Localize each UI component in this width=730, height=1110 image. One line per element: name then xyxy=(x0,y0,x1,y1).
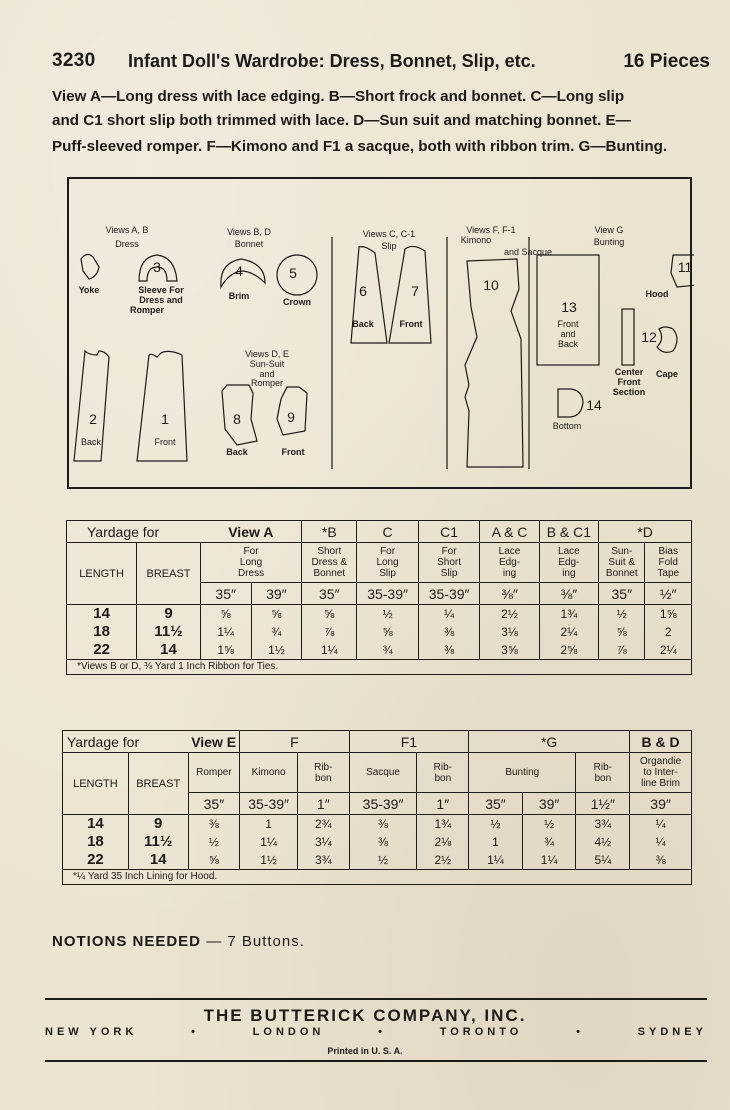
yardage-cell: ⅞ xyxy=(599,641,645,660)
piece-number: 3 xyxy=(153,259,161,275)
view-description-line: and C1 short slip both trimmed with lace. D—Sun suit and matching bonnet. E— xyxy=(52,112,631,129)
yardage-table-2 xyxy=(62,730,692,885)
piece-number: 2 xyxy=(89,411,97,427)
yardage-cell: ¼ xyxy=(630,815,692,834)
label-bunting-front: Front xyxy=(557,319,579,329)
breast-value: 9 xyxy=(137,605,201,624)
fabric-width: ⅜″ xyxy=(539,583,598,605)
yardage-cell: ⅝ xyxy=(200,605,251,624)
label-bottom: Bottom xyxy=(552,421,582,431)
fabric-width: 39″ xyxy=(522,793,576,815)
column-subheader: For Long Slip xyxy=(357,543,419,583)
breast-value: 11½ xyxy=(137,623,201,641)
yardage-cell: 1¼ xyxy=(469,851,523,870)
yardage-cell: 1¼ xyxy=(522,851,576,870)
fabric-width: ½″ xyxy=(645,583,692,605)
yardage-cell: ⅜ xyxy=(349,833,417,851)
piece-number: 8 xyxy=(233,411,241,427)
city: LONDON xyxy=(252,1026,325,1038)
fabric-width: 35-39″ xyxy=(418,583,480,605)
fabric-width: 35-39″ xyxy=(240,793,298,815)
column-group-header: *B xyxy=(302,521,357,543)
length-header: LENGTH xyxy=(63,753,129,815)
column-group-header: C xyxy=(357,521,419,543)
yardage-cell: ⅝ xyxy=(599,623,645,641)
company-cities xyxy=(45,1026,707,1038)
yardage-cell: 1¾ xyxy=(539,605,598,624)
label-center-front-section: Section xyxy=(612,387,646,397)
breast-value: 14 xyxy=(137,641,201,660)
piece-number: 13 xyxy=(561,299,577,315)
piece-number: 11 xyxy=(677,259,693,275)
pieces-count: 16 Pieces xyxy=(623,51,710,72)
yardage-cell: ⅜ xyxy=(418,623,480,641)
fabric-width: 39″ xyxy=(251,583,302,605)
label-yoke: Yoke xyxy=(78,285,100,295)
yardage-cell: 1 xyxy=(469,833,523,851)
column-subheader: Short Dress & Bonnet xyxy=(302,543,357,583)
yardage-cell: ½ xyxy=(599,605,645,624)
column-group-header: *D xyxy=(599,521,692,543)
fabric-width: 35″ xyxy=(200,583,251,605)
yardage-cell: ½ xyxy=(188,833,240,851)
table-row xyxy=(67,605,692,624)
label-center-front-section: Front xyxy=(617,377,641,387)
yardage-cell: ⅜ xyxy=(418,641,480,660)
yardage-cell: 2¼ xyxy=(539,623,598,641)
notions-text: — 7 Buttons. xyxy=(206,933,305,950)
yardage-cell: ⅝ xyxy=(357,623,419,641)
group-sub-bonnet: Bonnet xyxy=(234,239,264,249)
piece-number: 4 xyxy=(235,263,243,279)
yardage-cell: ¾ xyxy=(251,623,302,641)
column-subheader: Organdie to Inter- line Brim xyxy=(630,753,692,793)
yardage-cell: ⅝ xyxy=(251,605,302,624)
label-sleeve-line: Sleeve For xyxy=(138,285,184,295)
yardage-cell: 1⅝ xyxy=(200,641,251,660)
yardage-cell: 3⅛ xyxy=(480,623,539,641)
table-row xyxy=(67,623,692,641)
length-value: 14 xyxy=(63,815,129,834)
breast-value: 9 xyxy=(128,815,188,834)
pattern-title: Infant Doll's Wardrobe: Dress, Bonnet, Slip, etc. xyxy=(128,51,536,71)
yardage-cell: 1 xyxy=(240,815,298,834)
yardage-cell: ¾ xyxy=(522,833,576,851)
group-sub-kimono: Kimono xyxy=(460,235,492,245)
table-footnote: *¼ Yard 35 Inch Lining for Hood. xyxy=(63,870,692,885)
label-brim: Brim xyxy=(228,291,250,301)
yardage-cell: 1½ xyxy=(240,851,298,870)
fabric-width: 1″ xyxy=(417,793,469,815)
yardage-cell: ¼ xyxy=(418,605,480,624)
group-sub-and-sacque: and Sacque xyxy=(503,247,553,257)
label-sunsuit-front: Front xyxy=(281,447,305,457)
city: NEW YORK xyxy=(45,1026,138,1038)
group-label-views-d-e: Views D, E xyxy=(245,349,289,359)
yardage-table-1 xyxy=(66,520,692,675)
yardage-cell: ⅞ xyxy=(302,623,357,641)
column-group-header: B & D xyxy=(630,731,692,753)
length-value: 22 xyxy=(63,851,129,870)
fabric-width: 35″ xyxy=(469,793,523,815)
breast-header: BREAST xyxy=(128,753,188,815)
yardage-cell: ½ xyxy=(522,815,576,834)
yardage-cell: ½ xyxy=(469,815,523,834)
group-label-views-f-f1: Views F, F-1 xyxy=(466,225,516,235)
column-subheader: Sacque xyxy=(349,753,417,793)
column-subheader: Lace Edg- ing xyxy=(480,543,539,583)
column-group-header: View A xyxy=(200,521,301,543)
city: TORONTO xyxy=(439,1026,523,1038)
yardage-cell: 2⅛ xyxy=(417,833,469,851)
fabric-width: 35″ xyxy=(302,583,357,605)
column-subheader: Rib- bon xyxy=(576,753,630,793)
notions-needed xyxy=(52,933,305,950)
piece-number: 9 xyxy=(287,409,295,425)
yardage-cell: 1½ xyxy=(251,641,302,660)
table-corner-label: Yardage for xyxy=(63,731,189,753)
column-group-header: C1 xyxy=(418,521,480,543)
yardage-cell: 2½ xyxy=(417,851,469,870)
table-row xyxy=(67,641,692,660)
piece-number: 5 xyxy=(289,265,297,281)
column-group-header: F xyxy=(240,731,349,753)
pattern-pieces-diagram xyxy=(67,177,692,489)
table-row xyxy=(63,815,692,834)
column-subheader: Bunting xyxy=(469,753,576,793)
label-sleeve-line: Romper xyxy=(129,305,164,315)
table-corner-label: Yardage for xyxy=(67,521,201,543)
label-center-front-section: Center xyxy=(614,367,644,377)
yardage-cell: 1¼ xyxy=(200,623,251,641)
yardage-cell: 4½ xyxy=(576,833,630,851)
group-sub-bunting: Bunting xyxy=(593,237,625,247)
piece-number: 12 xyxy=(641,329,657,345)
column-subheader: Bias Fold Tape xyxy=(645,543,692,583)
breast-value: 14 xyxy=(128,851,188,870)
yardage-cell: 2 xyxy=(645,623,692,641)
column-subheader: For Long Dress xyxy=(200,543,301,583)
label-bunting-and: and xyxy=(560,329,576,339)
fabric-width: 1″ xyxy=(297,793,349,815)
yardage-cell: 1¼ xyxy=(240,833,298,851)
view-description-line: Puff-sleeved romper. F—Kimono and F1 a sacque, both with ribbon trim. G—Bunting. xyxy=(52,138,668,155)
fabric-width: 35-39″ xyxy=(349,793,417,815)
yardage-cell: ½ xyxy=(357,605,419,624)
length-value: 18 xyxy=(63,833,129,851)
yardage-cell: 2¼ xyxy=(645,641,692,660)
printed-in-note: Printed in U. S. A. xyxy=(327,1046,403,1056)
fabric-width: 35″ xyxy=(188,793,240,815)
column-group-header: View E xyxy=(188,731,240,753)
table-row xyxy=(63,833,692,851)
yardage-cell: 5¼ xyxy=(576,851,630,870)
center-front-section-piece xyxy=(622,309,634,365)
fabric-width: 1½″ xyxy=(576,793,630,815)
yardage-cell: ⅝ xyxy=(302,605,357,624)
group-label-view-g: View G xyxy=(594,225,624,235)
yardage-cell: ¼ xyxy=(630,833,692,851)
group-sub-slip: Slip xyxy=(381,241,397,251)
fabric-width: 39″ xyxy=(630,793,692,815)
group-sub-romper: Romper xyxy=(250,378,283,388)
yardage-cell: ⅝ xyxy=(188,851,240,870)
separator-dot: • xyxy=(576,1026,584,1038)
yardage-cell: 2½ xyxy=(480,605,539,624)
yardage-cell: 3¾ xyxy=(297,851,349,870)
column-subheader: Rib- bon xyxy=(297,753,349,793)
view-description-line: View A—Long dress with lace edging. B—Short frock and bonnet. C—Long slip xyxy=(52,88,625,105)
yardage-cell: ¾ xyxy=(357,641,419,660)
column-subheader: Kimono xyxy=(240,753,298,793)
label-crown: Crown xyxy=(283,297,311,307)
piece-number: 1 xyxy=(161,411,169,427)
label-cape: Cape xyxy=(655,369,678,379)
footer-rule-top xyxy=(45,998,707,1000)
yardage-cell: 1¾ xyxy=(417,815,469,834)
length-value: 14 xyxy=(67,605,137,624)
separator-dot: • xyxy=(191,1026,199,1038)
fabric-width: 35″ xyxy=(599,583,645,605)
yardage-cell: 3¾ xyxy=(576,815,630,834)
yardage-cell: 3¼ xyxy=(297,833,349,851)
length-value: 18 xyxy=(67,623,137,641)
breast-value: 11½ xyxy=(128,833,188,851)
column-group-header: A & C xyxy=(480,521,539,543)
label-sleeve-line: Dress and xyxy=(139,295,183,305)
piece-number: 10 xyxy=(483,277,499,293)
column-subheader: For Short Slip xyxy=(418,543,480,583)
yardage-cell: ½ xyxy=(349,851,417,870)
length-value: 22 xyxy=(67,641,137,660)
group-sub-and: and xyxy=(259,369,275,379)
label-dress-back: Back xyxy=(80,437,101,447)
breast-header: BREAST xyxy=(137,543,201,605)
yardage-cell: ⅜ xyxy=(630,851,692,870)
fabric-width: ⅜″ xyxy=(480,583,539,605)
bottom-piece xyxy=(558,389,583,417)
yardage-cell: ⅜ xyxy=(349,815,417,834)
label-bunting-back: Back xyxy=(557,339,578,349)
yardage-cell: ⅜ xyxy=(188,815,240,834)
piece-number: 6 xyxy=(359,283,367,299)
yardage-cell: 1¼ xyxy=(302,641,357,660)
company-name: THE BUTTERICK COMPANY, INC. xyxy=(203,1006,527,1025)
label-slip-back: Back xyxy=(352,319,374,329)
yoke-piece xyxy=(81,254,99,279)
table-row xyxy=(63,851,692,870)
column-subheader: Lace Edg- ing xyxy=(539,543,598,583)
column-group-header: *G xyxy=(469,731,630,753)
pattern-number: 3230 xyxy=(52,50,96,71)
group-label-views-c-c1: Views C, C-1 xyxy=(362,229,416,239)
label-sunsuit-back: Back xyxy=(226,447,248,457)
footer-rule-bottom xyxy=(45,1060,707,1062)
column-subheader: Romper xyxy=(188,753,240,793)
group-sub-dress: Dress xyxy=(115,239,139,249)
group-label-views-b-d: Views B, D xyxy=(227,227,271,237)
column-group-header: B & C1 xyxy=(539,521,598,543)
fabric-width: 35-39″ xyxy=(357,583,419,605)
yardage-cell: 1⅝ xyxy=(645,605,692,624)
yardage-cell: 2¾ xyxy=(297,815,349,834)
label-hood: Hood xyxy=(645,289,669,299)
yardage-cell: 3⅝ xyxy=(480,641,539,660)
length-header: LENGTH xyxy=(67,543,137,605)
column-subheader: Sun- Suit & Bonnet xyxy=(599,543,645,583)
separator-dot: • xyxy=(378,1026,386,1038)
label-dress-front: Front xyxy=(154,437,176,447)
piece-number: 7 xyxy=(411,283,419,299)
city: SYDNEY xyxy=(637,1026,707,1038)
column-group-header: F1 xyxy=(349,731,469,753)
yardage-cell: 2⅝ xyxy=(539,641,598,660)
label-slip-front: Front xyxy=(399,319,423,329)
piece-number: 14 xyxy=(586,397,602,413)
group-sub-sunsuit: Sun-Suit xyxy=(249,359,285,369)
column-subheader: Rib- bon xyxy=(417,753,469,793)
group-label-views-a-b: Views A, B xyxy=(105,225,149,235)
table-footnote: *Views B or D, ⅜ Yard 1 Inch Ribbon for Ties. xyxy=(67,660,692,675)
notions-label: NOTIONS NEEDED xyxy=(52,933,202,950)
